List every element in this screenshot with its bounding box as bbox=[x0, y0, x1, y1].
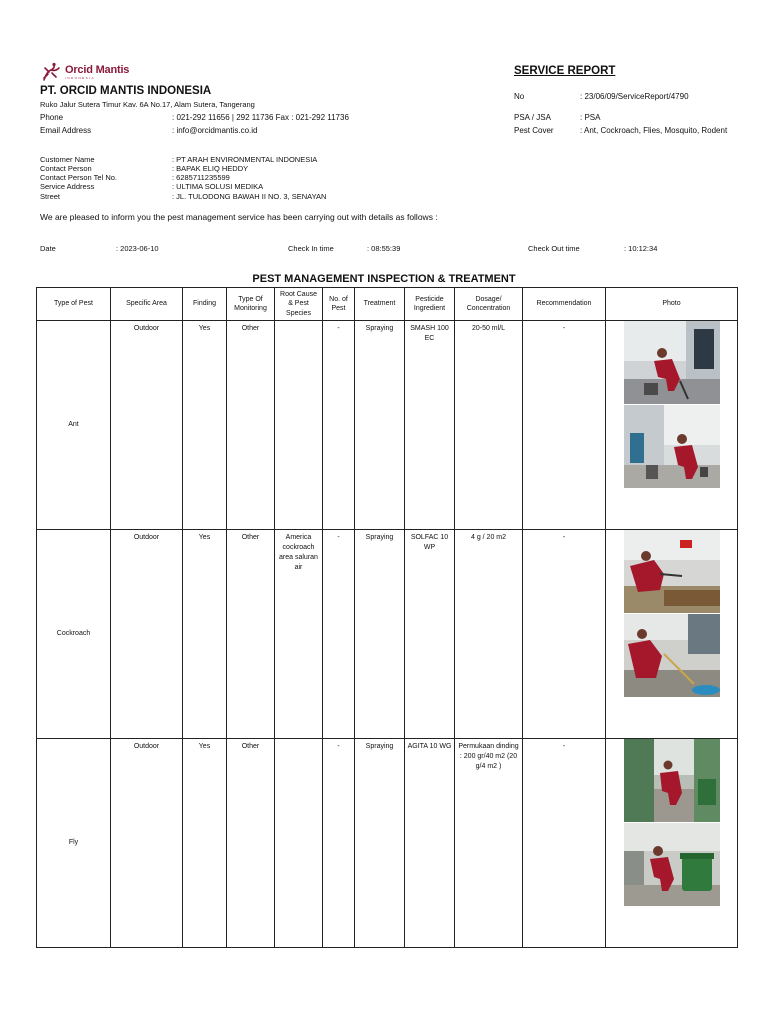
row-root-cause: America cockroach area saluran air bbox=[275, 530, 323, 739]
intro-text: We are pleased to inform you the pest management service has been carrying out with details as follows : bbox=[40, 212, 438, 222]
table-header-row bbox=[37, 288, 738, 321]
row-photos bbox=[606, 530, 738, 739]
header-root-cause: Root Cause & Pest Species bbox=[275, 288, 323, 321]
logo-brand-text: Orcid Mantis bbox=[65, 64, 130, 76]
customer-value-contact: : BAPAK ELIQ HEDDY bbox=[172, 164, 249, 173]
customer-value-tel: : 6285711235599 bbox=[172, 173, 230, 182]
customer-value-name: : PT ARAH ENVIRONMENTAL INDONESIA bbox=[172, 155, 318, 164]
row-area: Outdoor bbox=[111, 530, 183, 739]
report-no-value: : 23/06/09/ServiceReport/4790 bbox=[580, 92, 689, 101]
checkout-label: Check Out time bbox=[528, 244, 580, 253]
table-row bbox=[37, 739, 738, 948]
pest-cover-label: Pest Cover bbox=[514, 126, 554, 135]
date-value: : 2023-06-10 bbox=[116, 244, 159, 253]
row-pest-type: Fly bbox=[37, 739, 111, 948]
report-no-label: No bbox=[514, 92, 525, 101]
header-treatment: Treatment bbox=[355, 288, 405, 321]
row-pesticide: SMASH 100 EC bbox=[405, 321, 455, 530]
header-photo: Photo bbox=[606, 288, 738, 321]
customer-value-street: : JL. TULODONG BAWAH II NO. 3, SENAYAN bbox=[172, 192, 327, 201]
psa-value: : PSA bbox=[580, 113, 601, 122]
treatment-photo bbox=[624, 614, 720, 697]
email-value: : info@orcidmantis.co.id bbox=[172, 126, 258, 135]
row-finding: Yes bbox=[183, 530, 227, 739]
row-recommendation: - bbox=[523, 739, 606, 948]
checkin-value: : 08:55:39 bbox=[367, 244, 401, 253]
header-pesticide: Pesticide Ingredient bbox=[405, 288, 455, 321]
pest-treatment-table bbox=[36, 287, 738, 948]
treatment-photo bbox=[624, 321, 720, 404]
row-monitoring: Other bbox=[227, 739, 275, 948]
customer-label-street: Street bbox=[40, 192, 61, 201]
checkout-value: : 10:12:34 bbox=[624, 244, 658, 253]
logo-tagline: INDONESIA bbox=[65, 76, 96, 80]
table-row bbox=[37, 321, 738, 530]
row-dosage: 4 g / 20 m2 bbox=[455, 530, 523, 739]
row-treatment: Spraying bbox=[355, 321, 405, 530]
treatment-photo bbox=[624, 530, 720, 613]
header-type-of-pest: Type of Pest bbox=[37, 288, 111, 321]
header-dosage: Dosage/ Concentration bbox=[455, 288, 523, 321]
row-pest-count: - bbox=[323, 321, 355, 530]
row-dosage: Permukaan dinding : 200 gr/40 m2 (20 g/4 m2 ) bbox=[455, 739, 523, 948]
row-pest-count: - bbox=[323, 530, 355, 739]
row-monitoring: Other bbox=[227, 530, 275, 739]
row-finding: Yes bbox=[183, 321, 227, 530]
row-recommendation: - bbox=[523, 321, 606, 530]
customer-label-contact: Contact Person bbox=[40, 164, 92, 173]
pest-cover-value: : Ant, Cockroach, Flies, Mosquito, Rodent bbox=[580, 126, 728, 135]
phone-label: Phone bbox=[40, 113, 64, 122]
table-title: PEST MANAGEMENT INSPECTION & TREATMENT bbox=[252, 273, 516, 285]
treatment-photo bbox=[624, 405, 720, 488]
header-no-of-pest: No. of Pest bbox=[323, 288, 355, 321]
checkin-label: Check In time bbox=[288, 244, 334, 253]
phone-value: : 021-292 11656 | 292 11736 Fax : 021-292 11736 bbox=[172, 113, 349, 122]
psa-label: PSA / JSA bbox=[514, 113, 551, 122]
table-row bbox=[37, 530, 738, 739]
customer-label-name: Customer Name bbox=[40, 155, 95, 164]
header-recommendation: Recommendation bbox=[523, 288, 606, 321]
company-logo bbox=[40, 62, 129, 82]
row-area: Outdoor bbox=[111, 739, 183, 948]
row-photos bbox=[606, 321, 738, 530]
header-specific-area: Specific Area bbox=[111, 288, 183, 321]
row-root-cause bbox=[275, 739, 323, 948]
treatment-photo bbox=[624, 823, 720, 906]
customer-label-tel: Contact Person Tel No. bbox=[40, 173, 117, 182]
row-dosage: 20-50 ml/L bbox=[455, 321, 523, 530]
row-pesticide: SOLFAC 10 WP bbox=[405, 530, 455, 739]
mantis-icon bbox=[40, 62, 62, 82]
company-name: PT. ORCID MANTIS INDONESIA bbox=[40, 85, 212, 97]
row-finding: Yes bbox=[183, 739, 227, 948]
email-label: Email Address bbox=[40, 126, 92, 135]
row-photos bbox=[606, 739, 738, 948]
row-pest-type: Cockroach bbox=[37, 530, 111, 739]
row-monitoring: Other bbox=[227, 321, 275, 530]
row-pesticide: AGITA 10 WG bbox=[405, 739, 455, 948]
row-root-cause bbox=[275, 321, 323, 530]
company-address: Ruko Jalur Sutera Timur Kav. 6A No.17, Alam Sutera, Tangerang bbox=[40, 100, 255, 109]
date-label: Date bbox=[40, 244, 56, 253]
row-area: Outdoor bbox=[111, 321, 183, 530]
service-report-title: SERVICE REPORT bbox=[514, 65, 616, 77]
row-pest-type: Ant bbox=[37, 321, 111, 530]
header-finding: Finding bbox=[183, 288, 227, 321]
row-pest-count: - bbox=[323, 739, 355, 948]
row-treatment: Spraying bbox=[355, 739, 405, 948]
row-recommendation: - bbox=[523, 530, 606, 739]
header-type-of-monitoring: Type Of Monitoring bbox=[227, 288, 275, 321]
treatment-photo bbox=[624, 739, 720, 822]
customer-label-address: Service Address bbox=[40, 182, 95, 191]
row-treatment: Spraying bbox=[355, 530, 405, 739]
customer-value-address: : ULTIMA SOLUSI MEDIKA bbox=[172, 182, 264, 191]
